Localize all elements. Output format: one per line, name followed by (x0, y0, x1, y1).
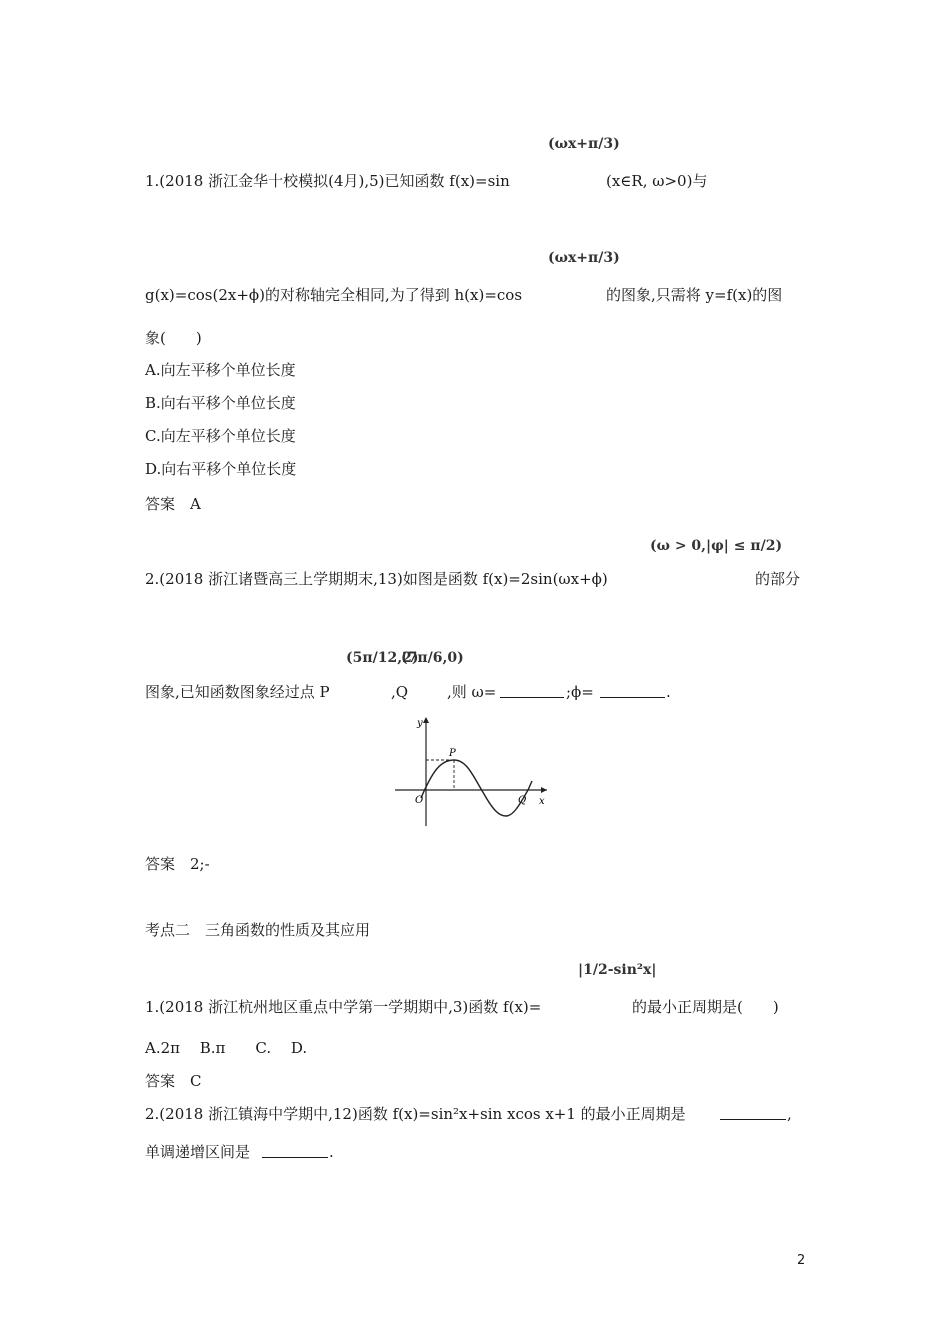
q2-answer: 答案 2;- (145, 855, 210, 873)
q1-line3: 象( ) (145, 329, 202, 347)
q2-line2d: ;ϕ= (566, 683, 594, 701)
q4-line1: 2.(2018 浙江镇海中学期中,12)函数 f(x)=sin²x+sin xcos x+1 的最小正周期是 (145, 1105, 686, 1123)
q2-line2a: 图象,已知函数图象经过点 P (145, 683, 330, 701)
q2-point-p: (5π/12,2) (346, 650, 419, 666)
q2-point-q: (7π/6,0) (401, 650, 464, 666)
q-label: Q (518, 795, 527, 806)
q2-line2c: ,则 ω= (447, 683, 497, 701)
p-label: P (449, 748, 456, 759)
x-axis-arrow (541, 787, 547, 793)
q2-condition: (ω > 0,|φ| ≤ π/2) (650, 538, 783, 554)
page-number: 2 (797, 1253, 806, 1268)
q1-answer: 答案 A (145, 495, 201, 513)
q3-options: A.2π B.π C. D. (145, 1039, 308, 1057)
q3-answer: 答案 C (145, 1072, 202, 1090)
section-heading: 考点二 三角函数的性质及其应用 (145, 921, 371, 939)
y-axis-arrow (423, 717, 429, 723)
q1-line2b: 的图象,只需将 y=f(x)的图 (606, 286, 783, 304)
q1-line1b: (x∈R, ω>0)与 (606, 172, 708, 190)
q2-line1a: 2.(2018 浙江诸暨高三上学期期末,13)如图是函数 f(x)=2sin(ωx+ϕ) (145, 570, 608, 588)
q4-interval-blank[interactable] (262, 1157, 328, 1158)
q2-phi-blank[interactable] (600, 697, 665, 698)
q1-option-d: D.向右平移个单位长度 (145, 460, 297, 478)
q4-line1-end: , (787, 1105, 792, 1123)
q1-omega-formula: (ωx+π/3) (548, 136, 620, 152)
x-axis-label: x (539, 796, 545, 807)
q1-option-c: C.向左平移个单位长度 (145, 427, 296, 445)
origin-label: O (415, 795, 424, 806)
q2-line2e: . (666, 683, 671, 701)
y-axis-label: y (417, 718, 423, 729)
q4-period-blank[interactable] (720, 1119, 786, 1120)
q1-line2a: g(x)=cos(2x+ϕ)的对称轴完全相同,为了得到 h(x)=cos (145, 286, 523, 304)
q2-line1b: 的部分 (755, 570, 801, 588)
q4-line2-end: . (329, 1143, 334, 1161)
q2-line2b: ,Q (391, 683, 409, 701)
q3-formula: |1/2-sin²x| (578, 962, 657, 978)
q4-line2: 单调递增区间是 (145, 1143, 251, 1161)
q3-line1b: 的最小正周期是( ) (632, 998, 779, 1016)
sine-graph (395, 714, 555, 830)
q1-option-b: B.向右平移个单位长度 (145, 394, 296, 412)
q1-omega-formula-2: (ωx+π/3) (548, 250, 620, 266)
sine-curve (421, 760, 532, 816)
q1-option-a: A.向左平移个单位长度 (145, 361, 296, 379)
q1-line1a: 1.(2018 浙江金华十校模拟(4月),5)已知函数 f(x)=sin (145, 172, 510, 190)
q3-line1a: 1.(2018 浙江杭州地区重点中学第一学期期中,3)函数 f(x)= (145, 998, 542, 1016)
q2-omega-blank[interactable] (500, 697, 564, 698)
